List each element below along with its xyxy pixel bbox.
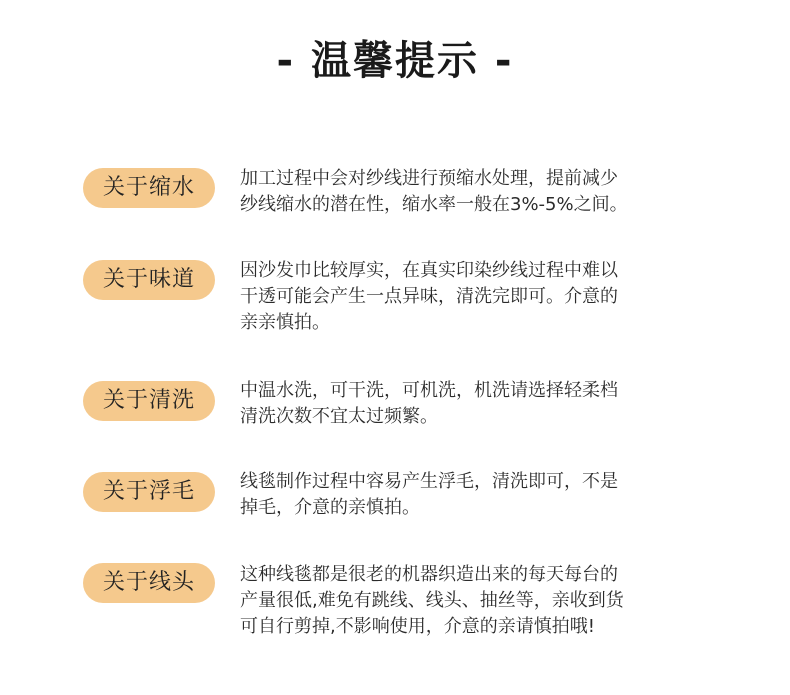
page-title: - 温馨提示 - <box>276 38 514 84</box>
tip-line: 这种线毯都是很老的机器织造出来的每天每台的 <box>240 564 618 585</box>
tip-description <box>240 166 710 218</box>
tip-line: 干透可能会产生一点异味，清洗完即可。介意的 <box>240 286 618 307</box>
tip-line: 中温水洗，可干洗，可机洗，机洗请选择轻柔档 <box>240 380 618 401</box>
tip-line: 亲亲慎拍。 <box>240 312 330 333</box>
tip-line: 产量很低,难免有跳线、线头、抽丝等，亲收到货 <box>240 590 624 611</box>
tip-label-pill: 关于线头 <box>83 563 215 603</box>
tip-description <box>240 562 710 640</box>
tip-line: 清洗次数不宜太过频繁。 <box>240 406 438 427</box>
tip-line: 掉毛，介意的亲慎拍。 <box>240 497 420 518</box>
tip-label-pill: 关于浮毛 <box>83 472 215 512</box>
tip-line: 线毯制作过程中容易产生浮毛，清洗即可，不是 <box>240 471 618 492</box>
tip-label-pill: 关于清洗 <box>83 381 215 421</box>
tip-description <box>240 258 710 336</box>
tip-description <box>240 378 710 430</box>
tip-line: 纱线缩水的潜在性，缩水率一般在3%-5%之间。 <box>240 194 628 215</box>
tip-line: 加工过程中会对纱线进行预缩水处理，提前减少 <box>240 168 618 189</box>
tip-label-pill: 关于味道 <box>83 260 215 300</box>
tip-line: 因沙发巾比较厚实，在真实印染纱线过程中难以 <box>240 260 618 281</box>
tip-line: 可自行剪掉,不影响使用，介意的亲请慎拍哦! <box>240 616 595 637</box>
tip-label-pill: 关于缩水 <box>83 168 215 208</box>
tip-description <box>240 469 710 521</box>
